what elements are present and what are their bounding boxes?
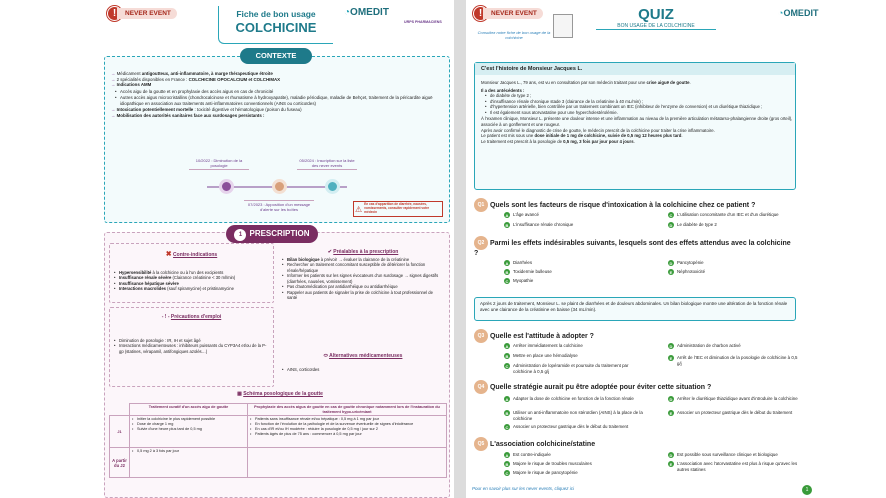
- prerequisite-item: • Bilan biologique à prévoir → évaluer la clairance de la créatinine: [282, 257, 444, 262]
- amm-indication: • Accès aigu de la goutte et en prophylaxie des accès aigus en cas de chronicité: [115, 89, 445, 95]
- contexte-section: [104, 56, 450, 223]
- consult-link[interactable]: Consultez notre fiche de bon usage de la colchicine: [477, 30, 551, 41]
- q5-option-b[interactable]: B Majore le risque de troubles musculaires: [505, 461, 592, 467]
- prescription-header: 1 PRESCRIPTION: [226, 225, 318, 243]
- arrow-icon: →: [111, 71, 117, 76]
- timeline-dot-2: [272, 179, 287, 194]
- prerequisite-item: • Pas d'automédication par antidiarrhéique ou antidiarrhéique: [282, 284, 444, 289]
- followup-box: Après 2 jours de traitement, Monsieur L. se plaint de diarrhées et de douleurs abdominales. Un bilan biologique montre une altération de la fonction rénale avec une clairance de la créatinine en baisse (34 mL/min).: [474, 297, 796, 321]
- exclamation-icon: !: [473, 6, 488, 21]
- context-bullet-b-0: → Intoxication potentiellement mortelle : toxicité digestive et hématologique (poison du fuseau): [111, 107, 302, 113]
- never-event-badge-quiz: ! NEVER EVENT: [473, 6, 543, 21]
- drug-name: COLCHICINE: [235, 20, 317, 35]
- cross-icon: ✖: [165, 251, 172, 258]
- q1-option-b[interactable]: B L'insuffisance rénale chronique: [505, 222, 574, 228]
- timeline-event-1: 10/2022 : Diminution de la posologie: [189, 158, 249, 170]
- prerequisite-item: • Rappeler aux patients de signaler la prise de colchicine à tout professionnel de santé: [282, 290, 444, 301]
- prerequisite-item: • Rechercher un traitement concomitant susceptible de détériorer la fonction rénale/hépatique: [282, 262, 444, 273]
- table-cell-item: • En fonction de l'évolution de la pathologie et de la survenue éventuelle de signes d'intolérance: [250, 422, 444, 427]
- q3-title: Q3 Quelle est l'attitude à adopter ?: [474, 329, 594, 343]
- urps-logo: URPS PHARMACIENS: [404, 20, 442, 24]
- q4-option-a[interactable]: A Adapter la dose de colchicine en fonction de la fonction rénale: [505, 396, 634, 402]
- quiz-subtitle: BON USAGE DE LA COLCHICINE: [596, 23, 716, 30]
- ci-title: ✖ Contre-indications: [165, 251, 218, 258]
- q4-option-d[interactable]: D Arrêter le diurétique thiazidique avant d'introduire la colchicine: [669, 396, 798, 402]
- arrow-icon: →: [111, 82, 117, 88]
- timeline: [189, 158, 369, 214]
- history-item: • d'hypertension artérielle, bien contrôlée par un traitement combinant un IEC (inhibiteur de l'enzyme de conversion) et un diurétique thiazidique ;: [485, 104, 793, 110]
- history-item: • de diabète de type 2 ;: [485, 93, 793, 99]
- table-cell-item: • Suivie d'une heure plus tard de 0,5 mg: [132, 427, 245, 432]
- am-box: [280, 353, 446, 387]
- quiz-page: [466, 0, 886, 498]
- q2-option-e[interactable]: E Néphrotoxicité: [669, 269, 706, 275]
- arrow-icon: →: [111, 107, 117, 113]
- arrow-icon: →: [111, 113, 117, 119]
- contraindication-item: • Insuffisance hépatique sévère: [114, 281, 269, 286]
- q1-option-c[interactable]: C L'utilisation concomitante d'un IEC et d'un diurétique: [669, 212, 779, 218]
- page-number: 1: [802, 485, 812, 495]
- pr-box: [280, 243, 446, 353]
- table-cell-item: • Initier la colchicine le plus rapidement possible: [132, 417, 245, 422]
- warning-icon: ⚠: [355, 204, 363, 214]
- footer-link[interactable]: Pour en savoir plus sur les never events, cliquez ici: [472, 486, 575, 491]
- table-cell-item: • Dose de charge 1 mg: [132, 422, 245, 427]
- contraindication-item: • Hypersensibilité à la colchicine ou à l'un des excipients: [114, 270, 269, 275]
- timeline-event-2: 05/2024 : Inscription sur la liste des never events: [297, 158, 357, 170]
- table-cell-item: • Patients sans insuffisance rénale et/ou hépatique : 0,5 mg à 1 mg par jour: [250, 417, 444, 422]
- case-title: C'est l'histoire de Monsieur Jacques L.: [481, 66, 583, 72]
- contraindication-item: • Interactions macrolides (sauf spiramycine) et pristinamycine: [114, 286, 269, 291]
- q3-option-c[interactable]: C Administration de lopéramide et poursuite du traitement par colchicine à 0,5 g/j: [505, 363, 629, 374]
- q1-title: Q1 Quels sont les facteurs de risque d'intoxication à la colchicine chez ce patient ?: [474, 198, 755, 212]
- omedit-logo-quiz: ◔OMEDIT: [778, 8, 819, 18]
- q4-option-c[interactable]: C Associer un protecteur gastrique dès le début du traitement: [505, 424, 629, 430]
- context-bullet-2: → Indications AMM: [111, 82, 152, 88]
- q4-title: Q4 Quelle stratégie aurait pu être adoptée pour éviter cette situation ?: [474, 380, 711, 394]
- table-icon: ▦: [237, 391, 242, 397]
- timeline-dot-1: [219, 179, 234, 194]
- q3-option-d[interactable]: D Administration de charbon activé: [669, 343, 741, 349]
- q5-option-e[interactable]: E L'association avec l'atorvastatine est plus à risque qu'avec les autres statines: [669, 461, 798, 472]
- q2-option-c[interactable]: C Myopathie: [505, 278, 534, 284]
- q5-title: Q5 L'association colchicine/statine: [474, 437, 595, 451]
- fiche-title-block: [218, 6, 333, 44]
- q3-option-e[interactable]: E Arrêt de l'IEC et diminution de la posologie de colchicine à 0,5 g/j: [669, 355, 798, 366]
- quiz-title-block: [596, 6, 716, 30]
- pe-box: [109, 307, 274, 387]
- table-cell-item: • En cas d'IR et/ou IH modérée : réduire la posologie de 0,5 mg / jour sur 2: [250, 427, 444, 432]
- case-line: Le patient est mis sous une dose initiale de 1 mg de colchicine, suivie de 0,5 mg 12 heures plus tard.: [481, 133, 683, 139]
- q1-option-d[interactable]: D Le diabète de type 2: [669, 222, 717, 228]
- case-text: Monsieur Jacques L., 79 ans, est vu en consultation par son médecin traitant pour une crise aiguë de goutte. Il a des antécédents : • de diabète de type 2 ; • d'insuffisance rénale chronique stade 3 (clairance de la créatinine à 40 mL/min) ; • d'hypertension artérielle, bien contrôlée par un traitement combinant un IEC (inhibiteur de l'enzyme de conversion) et un diurétique thiazidique ; • Il est également sous atorvastatine pour une hypercholestérolémie. À l'examen clinique, Monsieur L. présente une douleur intense et une inflammation au niveau de la première articulation métatarso-phalangienne droite (gros orteil), associée à un gonflement et une rougeur. Après avoir confirmé le diagnostic de crise de goutte, le médecin prescrit de la colchicine pour traiter la crise inflammatoire. Le patient est mis sous une dose initiale de 1 mg de colchicine, suivie de 0,5 mg 12 heures plus tard. Le traitement est prescrit à la posologie de 0,5 mg, 3 fois par jour pour 4 jours.: [481, 80, 793, 144]
- precaution-item: • Interactions médicamenteuses : inhibiteurs puissants du CYP3A4 et/ou de la P-gp (statines, vérapamil, antifongiques azolés…): [114, 343, 269, 354]
- contexte-header: CONTEXTE: [240, 48, 312, 64]
- q2-option-d[interactable]: D Pancytopénie: [669, 260, 704, 266]
- q4-option-e[interactable]: E Associer un protecteur gastrique dès le début du traitement: [669, 410, 793, 416]
- context-bullet-b-1: → Mobilisation des autorités sanitaires face aux surdosages persistants :: [111, 113, 265, 119]
- contraindication-item: • Insuffisance rénale sévère (Clairance créatinine < 30 ml/min): [114, 275, 269, 280]
- context-bullet-1: → 2 spécialités disponibles en France : COLCHICINE OPOCALCIUM et COLCHIMAX: [111, 76, 281, 82]
- check-circle-icon: ✔: [327, 249, 332, 255]
- prescription-section: [104, 232, 450, 498]
- exclamation-mark-icon: - ! -: [161, 314, 170, 320]
- pill-icon: ⬭: [323, 353, 328, 359]
- ci-box: [109, 243, 274, 303]
- alternative-item: • AINS, corticoïdes: [282, 367, 444, 372]
- q3-option-b[interactable]: B Mettre en place une hémodialyse: [505, 353, 578, 359]
- q2-option-b[interactable]: B Toxidermie bulleuse: [505, 269, 552, 275]
- q2-option-a[interactable]: A Diarrhées: [505, 260, 533, 266]
- q3-option-a[interactable]: A Arrêter immédiatement la colchicine: [505, 343, 583, 349]
- timeline-event-3: 07/2023 : Apposition d'un message d'alerte sur les boîtes: [244, 200, 314, 212]
- pe-title: - ! - Précautions d'emploi: [161, 314, 222, 320]
- schema-title: ▦ Schéma posologique de la goutte: [237, 391, 323, 397]
- alert-box: ⚠ En cas d'apparition de diarrhée, nausées, vomissements, consulter rapidement votre médecin: [353, 201, 443, 217]
- amm-indication: • Autres accès aigus microcristallins (chondrocalcinose et rhumatisme à hydroxyapatite), maladie périodique, maladie de Behçet, traitement de la péricardite aiguë idiopathique en association aux traitements anti-inflammatoires conventionnels (AINS ou corticoïdes): [115, 95, 445, 106]
- q4-option-b[interactable]: B Utiliser un anti-inflammatoire non stéroïdien (AINS) à la place de la colchicine: [505, 410, 643, 421]
- precaution-item: • Diminution de posologie : IR, IH et sujet âgé: [114, 338, 269, 343]
- posology-table: Traitement curatif d'un accès aigu de goutte Prophylaxie des accès aigus de goutte en cas de goutte chronique notamment lors de l'instauration du traitement hypo-uricémiant J1 • Initier la colchicine le plus rapidement possible • Dose de charge 1 mg • Suivie d'une heure plus tard de 0,5 mg • Patients sans insuffisance rénale et/ou hépatique : 0,5 mg à 1 mg par jour • En fonction de l'évolution de la pathologie et de la survenue éventuelle de signes d'intolérance • En cas d'IR et/ou IH modérée : réduire la posologie de 0,5 mg / jour sur 2 • Patients âgés de plus de 75 ans : commencer à 0,5 mg par jour A partir du J2 • 0,5 mg 2 à 3 fois par jour: [109, 403, 447, 478]
- never-event-badge: ! NEVER EVENT: [107, 6, 177, 21]
- q2-title: Q2 Parmi les effets indésirables suivants, lesquels sont des effets attendus avec la colchicine ?: [474, 236, 794, 257]
- am-title: ⬭ Alternatives médicamenteuses: [323, 353, 403, 359]
- history-item: • d'insuffisance rénale chronique stade 3 (clairance de la créatinine à 40 mL/min) ;: [485, 99, 793, 105]
- quiz-title: QUIZ: [638, 6, 674, 23]
- case-box: [474, 62, 796, 190]
- timeline-dot-3: [325, 179, 340, 194]
- q5-option-c[interactable]: C Majore le risque de pancytopénie: [505, 470, 578, 476]
- fiche-title: Fiche de bon usage: [236, 9, 316, 19]
- omedit-logo: ◔OMEDIT: [344, 7, 389, 18]
- context-bullet-0: → Médicament antigoutteux, anti-inflammatoire, à marge thérapeutique étroite: [111, 71, 273, 76]
- q5-option-d[interactable]: D Est possible sous surveillance clinique et biologique: [669, 452, 778, 458]
- case-line: Le traitement est prescrit à la posologie de 0,5 mg, 3 fois par jour pour 4 jours.: [481, 138, 635, 144]
- arrow-icon: →: [111, 76, 117, 82]
- q5-option-a[interactable]: A Est contre-indiquée: [505, 452, 551, 458]
- history-item: • Il est également sous atorvastatine pour une hypercholestérolémie.: [485, 110, 793, 116]
- q1-option-a[interactable]: A L'âge avancé: [505, 212, 539, 218]
- table-cell-item: • Patients âgés de plus de 75 ans : commencer à 0,5 mg par jour: [250, 432, 444, 437]
- case-line: Monsieur Jacques L., 79 ans, est vu en consultation par son médecin traitant pour une crise aiguë de goutte.: [481, 80, 691, 85]
- exclamation-icon: !: [107, 6, 122, 21]
- pr-title: ✔ Préalables à la prescription: [327, 249, 399, 255]
- prerequisite-item: • Informer les patients sur les signes évocateurs d'un surdosage → signes digestifs (diarrhées, nausées, vomissement): [282, 273, 444, 284]
